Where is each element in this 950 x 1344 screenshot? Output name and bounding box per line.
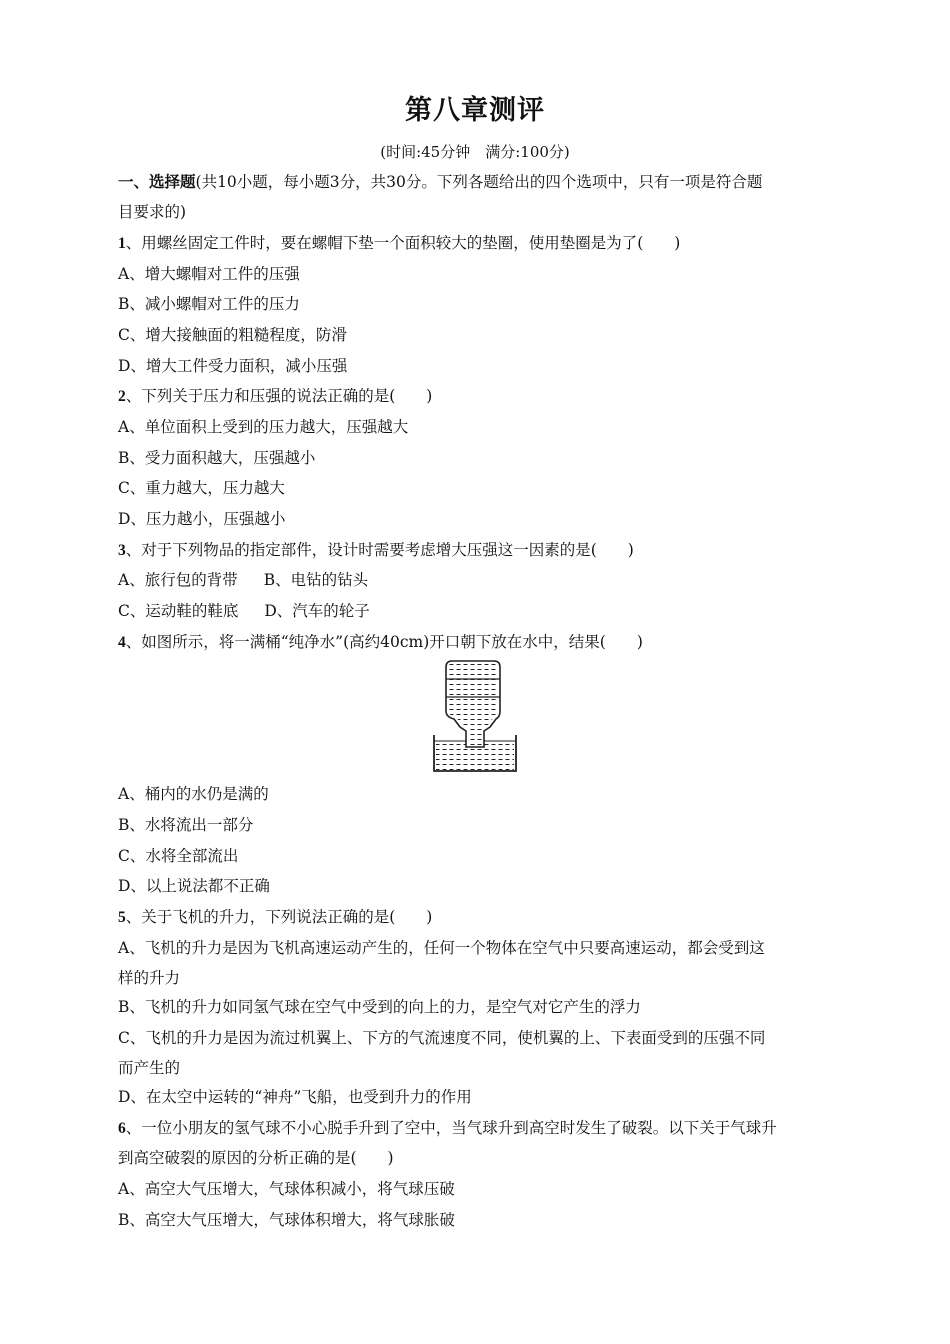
question-1: [118, 233, 838, 254]
question-2: [118, 386, 838, 407]
option: B、飞机的升力如同氢气球在空气中受到的向上的力，是空气对它产生的浮力: [118, 998, 641, 1016]
option: B、电钻的钻头: [263, 571, 369, 589]
question-stem: 、关于飞机的升力，下列说法正确的是( ): [125, 908, 433, 926]
question-3: [118, 540, 838, 561]
option: C、水将全部流出: [118, 847, 239, 865]
option: D、在太空中运转的“神舟”飞船，也受到升力的作用: [118, 1088, 472, 1106]
option: D、以上说法都不正确: [118, 877, 270, 895]
option: A、增大螺帽对工件的压强: [118, 265, 300, 283]
question-number: 6: [118, 1120, 126, 1137]
question-number: 3: [118, 542, 126, 559]
option: C、重力越大，压力越大: [118, 479, 285, 497]
option-row: [118, 601, 838, 621]
question-stem-cont: 到高空破裂的原因的分析正确的是( ): [118, 1149, 394, 1167]
inverted-water-bucket-figure: [428, 657, 522, 775]
section-description-cont: 目要求的): [118, 203, 187, 221]
option-cont: 样的升力: [118, 969, 181, 987]
question-6: [118, 1118, 838, 1139]
question-5: [118, 907, 838, 928]
section-heading: 一、选择题: [118, 173, 196, 191]
option: B、受力面积越大，压强越小: [118, 449, 316, 467]
option: D、压力越小，压强越小: [118, 510, 286, 528]
option: D、增大工件受力面积，减小压强: [118, 357, 348, 375]
option: A、飞机的升力是因为飞机高速运动产生的，任何一个物体在空气中只要高速运动，都会受到这: [118, 939, 765, 957]
question-stem: 、对于下列物品的指定部件，设计时需要考虑增大压强这一因素的是( ): [125, 541, 634, 559]
question-stem: 、如图所示，将一满桶“纯净水”(高约40cm)开口朝下放在水中，结果( ): [125, 633, 643, 651]
option: B、高空大气压增大，气球体积增大，将气球胀破: [118, 1211, 455, 1229]
section-description: (共10小题，每小题3分，共30分。下列各题给出的四个选项中，只有一项是符合题: [195, 173, 763, 191]
option: B、减小螺帽对工件的压力: [118, 295, 300, 313]
bucket-water: [448, 663, 498, 745]
option: A、单位面积上受到的压力越大，压强越大: [118, 418, 409, 436]
question-stem: 、用螺丝固定工件时，要在螺帽下垫一个面积较大的垫圈，使用垫圈是为了( ): [125, 234, 681, 252]
option: A、桶内的水仍是满的: [118, 785, 269, 803]
option-cont: 而产生的: [118, 1059, 181, 1077]
question-4: [118, 632, 838, 653]
page-title: 第八章测评: [405, 95, 545, 126]
question-number: 1: [118, 235, 126, 252]
exam-info: (时间:45分钟 满分:100分): [380, 143, 570, 161]
option: A、高空大气压增大，气球体积减小，将气球压破: [118, 1180, 455, 1198]
option: C、飞机的升力是因为流过机翼上、下方的气流速度不同，使机翼的上、下表面受到的压强不同: [118, 1029, 766, 1047]
section-heading-line: [118, 172, 838, 192]
option: C、增大接触面的粗糙程度，防滑: [118, 326, 347, 344]
question-stem: 、一位小朋友的氢气球不小心脱手升到了空中，当气球升到高空时发生了破裂。以下关于气球升: [125, 1119, 777, 1137]
question-number: 2: [118, 388, 126, 405]
option: C、运动鞋的鞋底: [118, 602, 239, 620]
option: B、水将流出一部分: [118, 816, 254, 834]
option-row: [118, 570, 838, 590]
question-number: 4: [118, 634, 126, 651]
option: D、汽车的轮子: [264, 602, 370, 620]
option: A、旅行包的背带: [118, 571, 238, 589]
question-number: 5: [118, 909, 126, 926]
question-stem: 、下列关于压力和压强的说法正确的是( ): [125, 387, 433, 405]
